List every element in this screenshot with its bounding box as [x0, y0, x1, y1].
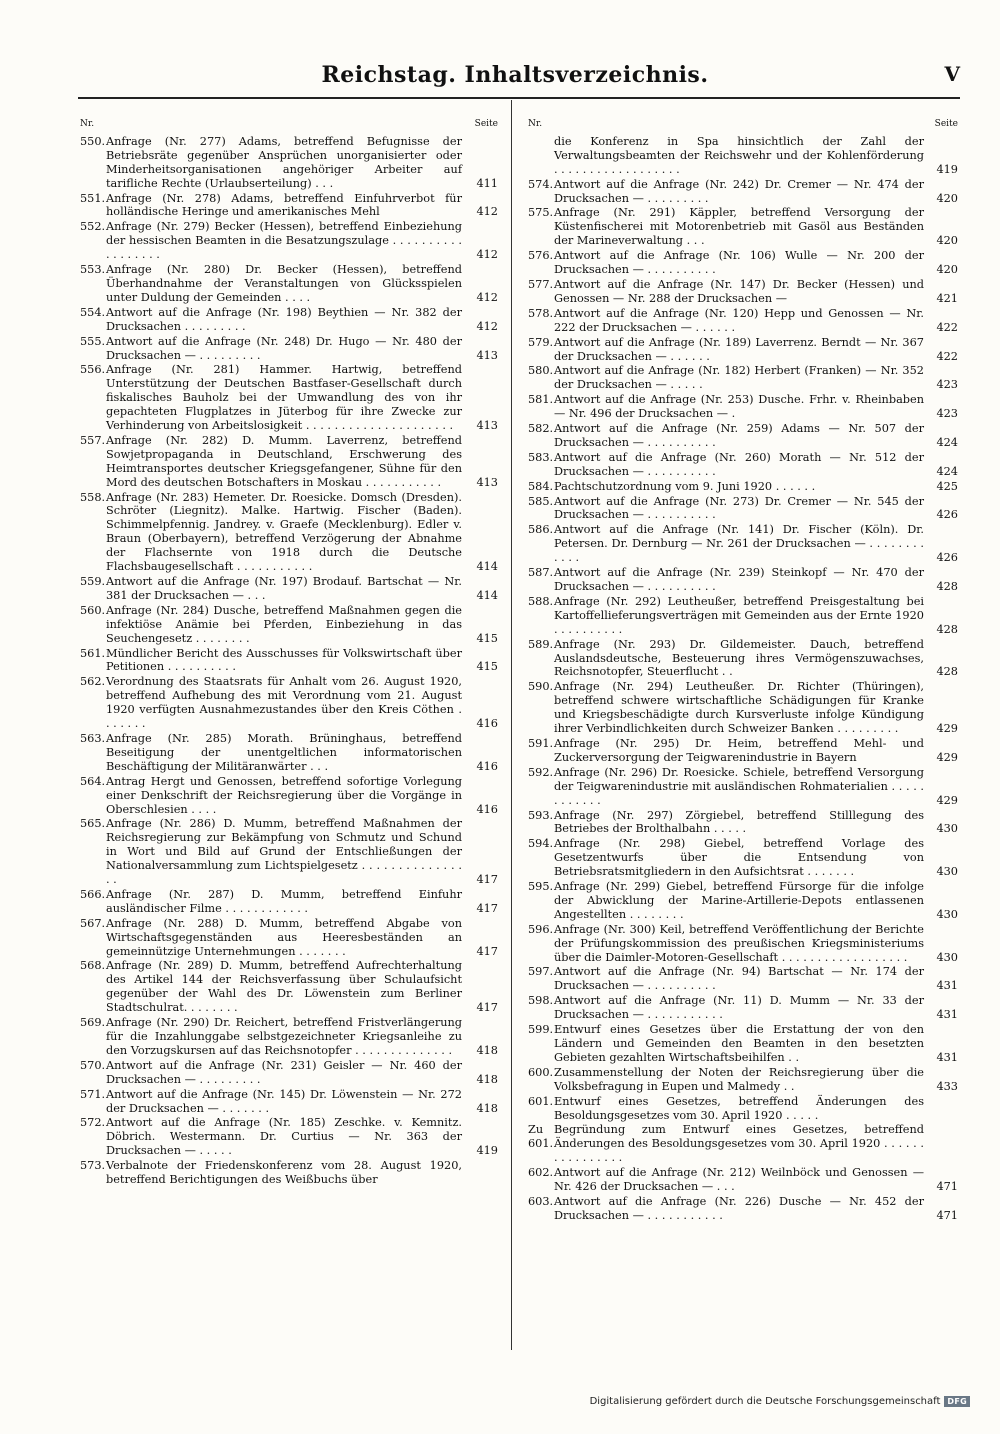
toc-entry — [80, 888, 498, 916]
entry-number: 570. — [80, 1058, 106, 1072]
entry-page: 433 — [936, 1079, 958, 1093]
entry-number: 595. — [528, 880, 554, 894]
toc-entry — [528, 1023, 958, 1065]
entry-number: 590. — [528, 680, 554, 694]
entry-page: 429 — [936, 793, 958, 807]
entry-number: 603. — [528, 1194, 554, 1208]
toc-entry — [80, 1159, 498, 1187]
entry-text: Anfrage (Nr. 282) D. Mumm. Laverrenz, betreffend Sowjetpropaganda in Deutschland, Erschwerung des Heimtransportes deutscher Kriegsgefangener, Sühne für den Mord des deutschen Botschafters in Moskau . . . . . . . . . . . — [106, 433, 462, 489]
header-rule — [78, 97, 960, 99]
entry-number: 573. — [80, 1159, 106, 1173]
entry-number: 565. — [80, 817, 106, 831]
entry-text: Anfrage (Nr. 300) Keil, betreffend Veröffentlichung der Berichte der Prüfungskommission des preußischen Kriegsministeriums über die Daimler-Motoren-Gesellschaft . . . . . . . . . . . . . . . . . . — [554, 922, 924, 964]
entry-page: 423 — [936, 378, 958, 392]
entry-page: 417 — [476, 944, 498, 958]
entry-page: 422 — [936, 320, 958, 334]
entry-page: 430 — [936, 865, 958, 879]
toc-entry — [528, 178, 958, 206]
entry-page: 413 — [476, 419, 498, 433]
entry-number: 566. — [80, 887, 106, 901]
entry-number: 580. — [528, 364, 554, 378]
entry-number: 581. — [528, 393, 554, 407]
entry-number: 564. — [80, 774, 106, 788]
entry-number: 576. — [528, 249, 554, 263]
toc-entry — [80, 732, 498, 774]
entry-page: 413 — [476, 475, 498, 489]
entry-number: 577. — [528, 277, 554, 291]
toc-entry — [528, 307, 958, 335]
toc-entry — [528, 480, 958, 494]
entry-text: Entwurf eines Gesetzes, betreffend Änderungen des Besoldungsgesetzes vom 30. April 1920 . . . . . — [554, 1094, 924, 1122]
entry-number: 551. — [80, 191, 106, 205]
entry-page: 430 — [936, 822, 958, 836]
entry-text: die Konferenz in Spa hinsichtlich der Zahl der Verwaltungsbeamten der Reichswehr und der Kohlenförderung . . . . . . . . . . . . . . . . . . — [554, 134, 924, 176]
toc-entry — [528, 1123, 958, 1165]
entry-number: 593. — [528, 808, 554, 822]
entry-page: 413 — [476, 348, 498, 362]
toc-entry — [80, 491, 498, 574]
entry-page: 411 — [476, 176, 498, 190]
entry-number: 567. — [80, 916, 106, 930]
entry-text: Antwort auf die Anfrage (Nr. 185) Zeschke. v. Kemnitz. Döbrich. Westermann. Dr. Curtius — Nr. 363 der Drucksachen — . . . . . — [106, 1116, 462, 1158]
entry-text: Verbalnote der Friedenskonferenz vom 28. August 1920, betreffend Berichtigungen des Weißbuchs über — [106, 1159, 462, 1187]
entry-text: Anfrage (Nr. 283) Hemeter. Dr. Roesicke. Domsch (Dresden). Schröter (Liegnitz). Malke. Hartwig. Fischer (Baden). Schimmelpfennig. Jandrey. v. Graefe (Mecklenburg). Edler v. Braun (Oberbayern), betreffend Verzögerung der Abnahme der Flachsernte von 1918 durch die Deutsche Flachsbaugesellschaft . . . . . . . . . . . — [106, 490, 462, 574]
entry-page: 417 — [476, 901, 498, 915]
entry-text: Antwort auf die Anfrage (Nr. 239) Steinkopf — Nr. 470 der Drucksachen — . . . . . . . . . . — [554, 566, 924, 593]
entry-number: 558. — [80, 490, 106, 504]
toc-entry — [528, 566, 958, 594]
footer-text: Digitalisierung gefördert durch die Deutsche Forschungsgemeinschaft — [589, 1396, 941, 1407]
entry-number: 550. — [80, 134, 106, 148]
entry-number: 556. — [80, 363, 106, 377]
entry-number: 583. — [528, 450, 554, 464]
toc-entry — [528, 923, 958, 965]
entry-page: 430 — [936, 907, 958, 921]
entry-text: Anfrage (Nr. 281) Hammer. Hartwig, betreffend Unterstützung der Deutschen Bastfaser-Gesellschaft durch fiskalisches Bauholz bei der Umwandlung des von ihr gepachteten Flugplatzes in Jüterbog für ihre Zwecke zur Verhinderung von Arbeitslosigkeit . . . . . . . . . . . . . . . . . . . . . — [106, 363, 462, 433]
toc-entry — [80, 1016, 498, 1058]
entry-number: 585. — [528, 494, 554, 508]
entry-page: 426 — [936, 551, 958, 565]
entry-number: 563. — [80, 731, 106, 745]
toc-entry — [80, 363, 498, 433]
toc-entry — [80, 675, 498, 731]
entry-text: Anfrage (Nr. 289) D. Mumm, betreffend Aufrechterhaltung des Artikel 144 der Reichsverfassung über Schulaufsicht gegenüber der Wahl des Dr. Löwenstein zum Berliner Stadtschulrat. . . . . . . . — [106, 959, 462, 1015]
entry-number: 597. — [528, 965, 554, 979]
entry-text: Antwort auf die Anfrage (Nr. 106) Wulle — Nr. 200 der Drucksachen — . . . . . . . . . . — [554, 249, 924, 277]
toc-entry — [80, 1088, 498, 1116]
entry-text: Anfrage (Nr. 279) Becker (Hessen), betreffend Einbeziehung der hessischen Beamten in die Besatzungszulage . . . . . . . . . . . . . . . . . . — [106, 220, 462, 262]
entry-number: 594. — [528, 837, 554, 851]
right-column — [528, 118, 958, 1224]
right-entry-list — [528, 135, 958, 1223]
toc-entry — [528, 364, 958, 392]
toc-entry — [80, 1116, 498, 1158]
entry-page: 418 — [476, 1072, 498, 1086]
entry-page: 414 — [476, 588, 498, 602]
entry-number: 559. — [80, 575, 106, 588]
entry-page: 417 — [476, 1001, 498, 1015]
entry-page: 471 — [936, 1208, 958, 1222]
toc-entry — [80, 604, 498, 646]
entry-page: 429 — [936, 750, 958, 764]
toc-entry — [528, 1166, 958, 1194]
entry-text: Anfrage (Nr. 277) Adams, betreffend Befugnisse der Betriebsräte gegenüber Ansprüchen unorganisierter oder Minderheitsorganisationen angehöriger Arbeiter auf tarifliche Rechte (Urlaubserteilung) . . . — [106, 134, 462, 190]
toc-entry — [528, 495, 958, 523]
entry-text: Antwort auf die Anfrage (Nr. 212) Weilnböck und Genossen — Nr. 426 der Drucksachen — . . . — [554, 1166, 924, 1194]
toc-entry — [80, 335, 498, 363]
entry-page: 421 — [936, 291, 958, 305]
entry-text: Antwort auf die Anfrage (Nr. 94) Bartschat — Nr. 174 der Drucksachen — . . . . . . . . . . — [554, 965, 924, 993]
entry-text: Anfrage (Nr. 299) Giebel, betreffend Fürsorge für die infolge der Abwicklung der Marine-Artillerie-Depots entlassenen Angestellten . . . . . . . . — [554, 880, 924, 921]
entry-page: 416 — [476, 717, 498, 731]
entry-number: 582. — [528, 422, 554, 436]
entry-number: 599. — [528, 1023, 554, 1037]
entry-text: Anfrage (Nr. 293) Dr. Gildemeister. Dauch, betreffend Auslandsdeutsche, Besteuerung ihres Vermögenszuwachses, Reichsnotopfer, Steuerflucht . . — [554, 637, 924, 679]
entry-text: Anfrage (Nr. 288) D. Mumm, betreffend Abgabe von Wirtschaftsgegenständen aus Heeresbeständen an gemeinnützige Unternehmungen . . . . . . . — [106, 916, 462, 958]
toc-entry — [80, 959, 498, 1015]
entry-text: Anfrage (Nr. 284) Dusche, betreffend Maßnahmen gegen die infektiöse Anämie bei Pferden, Einbeziehung in das Seuchengesetz . . . . . . . . — [106, 603, 462, 645]
entry-page: 420 — [936, 191, 958, 205]
toc-entry — [528, 249, 958, 277]
entry-text: Anfrage (Nr. 278) Adams, betreffend Einfuhrverbot für holländische Heringe und amerikanisches Mehl — [106, 191, 462, 219]
left-entry-list — [80, 135, 498, 1187]
entry-number: 572. — [80, 1116, 106, 1130]
entry-page: 412 — [476, 248, 498, 262]
entry-text: Antwort auf die Anfrage (Nr. 141) Dr. Fischer (Köln). Dr. Petersen. Dr. Dernburg — Nr. 261 der Drucksachen — . . . . . . . . . . . . — [554, 523, 924, 565]
toc-entry — [80, 917, 498, 959]
entry-text: Antwort auf die Anfrage (Nr. 182) Herbert (Franken) — Nr. 352 der Drucksachen — . . . . . — [554, 364, 924, 392]
entry-page: 414 — [476, 560, 498, 574]
entry-page: 416 — [476, 802, 498, 816]
toc-entry — [528, 737, 958, 765]
entry-page: 418 — [476, 1101, 498, 1115]
entry-text: Mündlicher Bericht des Ausschusses für Volkswirtschaft über Petitionen . . . . . . . . . . — [106, 646, 462, 674]
entry-text: Anfrage (Nr. 287) D. Mumm, betreffend Einfuhr ausländischer Filme . . . . . . . . . . . . — [106, 887, 462, 915]
entry-number: 571. — [80, 1087, 106, 1101]
entry-text: Antwort auf die Anfrage (Nr. 145) Dr. Löwenstein — Nr. 272 der Drucksachen — . . . . . . . — [106, 1087, 462, 1115]
entry-page: 424 — [936, 464, 958, 478]
entry-number: 588. — [528, 594, 554, 608]
entry-text: Anfrage (Nr. 296) Dr. Roesicke. Schiele, betreffend Versorgung der Teigwarenindustrie mit ausländischen Rohmaterialien . . . . . . . . . . . . — [554, 765, 924, 807]
entry-text: Antwort auf die Anfrage (Nr. 189) Laverrenz. Berndt — Nr. 367 der Drucksachen — . . . . . . — [554, 335, 924, 363]
toc-entry — [528, 965, 958, 993]
entry-number: Zu 601. — [528, 1123, 554, 1151]
entry-number: 602. — [528, 1166, 554, 1180]
entry-number: 592. — [528, 765, 554, 779]
entry-number: 596. — [528, 922, 554, 936]
entry-number: 561. — [80, 646, 106, 660]
entry-page: 420 — [936, 263, 958, 277]
entry-page: 424 — [936, 435, 958, 449]
entry-page: 422 — [936, 349, 958, 363]
toc-entry — [80, 192, 498, 220]
toc-entry — [528, 638, 958, 680]
seite-column-label: Seite — [934, 119, 958, 129]
entry-number: 554. — [80, 305, 106, 319]
entry-number: 575. — [528, 206, 554, 220]
entry-text: Anfrage (Nr. 290) Dr. Reichert, betreffend Fristverlängerung für die Inzahlunggabe selbstgezeichneter Kriegsanleihe zu den Vorzugskursen auf das Reichsnotopfer . . . . . . . . . . . . . . — [106, 1016, 462, 1057]
entry-number: 601. — [528, 1094, 554, 1108]
dfg-logo-icon: DFG — [944, 1396, 970, 1407]
toc-entry — [528, 278, 958, 306]
entry-page: 420 — [936, 234, 958, 248]
entry-page: 431 — [936, 1008, 958, 1022]
toc-entry — [528, 523, 958, 565]
entry-number: 587. — [528, 566, 554, 580]
entry-number: 569. — [80, 1016, 106, 1030]
entry-number: 553. — [80, 263, 106, 277]
entry-text: Anfrage (Nr. 291) Käppler, betreffend Versorgung der Küstenfischerei mit Motorenbetrieb mit Gasöl aus Beständen der Marineverwaltung . . . — [554, 206, 924, 248]
entry-number: 555. — [80, 334, 106, 348]
entry-page: 431 — [936, 979, 958, 993]
entry-number: 579. — [528, 335, 554, 349]
toc-entry — [80, 263, 498, 305]
toc-entry — [528, 393, 958, 421]
toc-entry — [528, 1195, 958, 1223]
entry-page: 412 — [476, 319, 498, 333]
entry-text: Anfrage (Nr. 292) Leutheußer, betreffend Preisgestaltung bei Kartoffellieferungsverträgen mit Gemeinden aus der Ernte 1920 . . . . . . . . . . — [554, 594, 924, 636]
entry-text: Antwort auf die Anfrage (Nr. 231) Geisler — Nr. 460 der Drucksachen — . . . . . . . . . — [106, 1058, 462, 1086]
entry-text: Antwort auf die Anfrage (Nr. 253) Dusche. Frhr. v. Rheinbaben — Nr. 496 der Drucksachen — . — [554, 393, 924, 421]
entry-number: 560. — [80, 603, 106, 617]
entry-number: 589. — [528, 637, 554, 651]
entry-text: Anfrage (Nr. 297) Zörgiebel, betreffend Stilllegung des Betriebes der Brolthalbahn . . . . . — [554, 808, 924, 836]
toc-entry — [80, 775, 498, 817]
toc-entry — [80, 647, 498, 675]
entry-number: 562. — [80, 675, 106, 689]
entry-text: Antwort auf die Anfrage (Nr. 259) Adams — Nr. 507 der Drucksachen — . . . . . . . . . . — [554, 422, 924, 449]
entry-page: 428 — [936, 622, 958, 636]
entry-page: 425 — [936, 479, 958, 493]
toc-entry — [528, 206, 958, 248]
left-column — [80, 118, 498, 1188]
toc-entry — [528, 809, 958, 837]
toc-entry — [528, 422, 958, 450]
entry-text: Entwurf eines Gesetzes über die Erstattung der von den Ländern und Gemeinden den Beamten in den besetzten Gebieten gezahlten Wirtschaftsbeihilfen . . — [554, 1023, 924, 1064]
entry-number: 600. — [528, 1065, 554, 1079]
entry-page: 416 — [476, 759, 498, 773]
entry-text: Antwort auf die Anfrage (Nr. 147) Dr. Becker (Hessen) und Genossen — Nr. 288 der Drucksachen — — [554, 277, 924, 305]
entry-page: 419 — [936, 162, 958, 176]
toc-entry — [80, 817, 498, 887]
entry-page: 423 — [936, 407, 958, 421]
entry-number: 586. — [528, 523, 554, 537]
entry-page: 415 — [476, 660, 498, 674]
entry-text: Anfrage (Nr. 294) Leutheußer. Dr. Richter (Thüringen), betreffend schwere wirtschaftliche Schädigungen für Kranke und Kriegsbeschädigte durch Kursverluste infolge Kündigung ihrer Verbindlichkeiten durch Schweizer Banken . . . . . . . . . — [554, 680, 924, 736]
toc-entry — [528, 837, 958, 879]
toc-entry — [528, 880, 958, 922]
entry-text: Pachtschutzordnung vom 9. Juni 1920 . . . . . . — [554, 479, 816, 493]
left-column-header — [80, 118, 498, 132]
entry-text: Anfrage (Nr. 285) Morath. Brüninghaus, betreffend Beseitigung der unentgeltlichen informatorischen Beschäftigung der Militäranwärter . . . — [106, 731, 462, 773]
toc-entry — [528, 994, 958, 1022]
entry-page: 412 — [476, 205, 498, 219]
toc-entry — [80, 1059, 498, 1087]
entry-page: 431 — [936, 1050, 958, 1064]
entry-text: Anfrage (Nr. 295) Dr. Heim, betreffend Mehl- und Zuckerversorgung der Teigwarenindustrie in Bayern — [554, 736, 924, 764]
entry-text: Anfrage (Nr. 298) Giebel, betreffend Vorlage des Gesetzentwurfs über die Entsendung von Betriebsratsmitgliedern in den Aufsichtsrat . . . . . . . — [554, 837, 924, 879]
toc-entry — [80, 434, 498, 490]
entry-text: Antrag Hergt und Genossen, betreffend sofortige Vorlegung einer Denkschrift der Reichsregierung über die Vorgänge in Oberschlesien . . . . — [106, 774, 462, 816]
seite-column-label: Seite — [474, 119, 498, 129]
entry-number: 591. — [528, 736, 554, 750]
entry-text: Verordnung des Staatsrats für Anhalt vom 26. August 1920, betreffend Aufhebung des mit Verordnung vom 21. August 1920 verfügten Ausnahmezustandes über den Kreis Cöthen . . . . . . . — [106, 675, 462, 731]
entry-page: 471 — [936, 1180, 958, 1194]
entry-number: 552. — [80, 220, 106, 234]
entry-text: Anfrage (Nr. 280) Dr. Becker (Hessen), betreffend Überhandnahme der Veranstaltungen von Glücksspielen unter Duldung der Gemeinden . . . . — [106, 263, 462, 304]
toc-entry — [528, 1066, 958, 1094]
page-number: V — [944, 62, 960, 86]
toc-entry — [80, 306, 498, 334]
entry-page: 428 — [936, 665, 958, 679]
entry-page: 429 — [936, 722, 958, 736]
entry-text: Antwort auf die Anfrage (Nr. 120) Hepp und Genossen — Nr. 222 der Drucksachen — . . . . . . — [554, 306, 924, 334]
toc-entry — [80, 575, 498, 603]
entry-page: 412 — [476, 290, 498, 304]
entry-page: 428 — [936, 580, 958, 593]
entry-page: 418 — [476, 1043, 498, 1057]
entry-page: 430 — [936, 950, 958, 964]
nr-column-label: Nr. — [528, 119, 543, 129]
entry-number: 574. — [528, 177, 554, 191]
entry-number: 578. — [528, 306, 554, 320]
entry-number: 557. — [80, 433, 106, 447]
entry-text: Antwort auf die Anfrage (Nr. 260) Morath — Nr. 512 der Drucksachen — . . . . . . . . . . — [554, 450, 924, 478]
toc-entry — [528, 680, 958, 736]
entry-text: Anfrage (Nr. 286) D. Mumm, betreffend Maßnahmen der Reichsregierung zur Bekämpfung von Schmutz und Schund in Wort und Bild auf Grund der Entschließungen der Nationalversammlung zum Lichtspielgesetz . . . . . . . . . . . . . . . . — [106, 817, 462, 887]
entry-text: Antwort auf die Anfrage (Nr. 242) Dr. Cremer — Nr. 474 der Drucksachen — . . . . . . . . . — [554, 177, 924, 205]
entry-text: Antwort auf die Anfrage (Nr. 248) Dr. Hugo — Nr. 480 der Drucksachen — . . . . . . . . . — [106, 334, 462, 362]
entry-text: Begründung zum Entwurf eines Gesetzes, betreffend Änderungen des Besoldungsgesetzes vom 30. April 1920 . . . . . . . . . . . . . . . . — [554, 1123, 924, 1165]
entry-number: 584. — [528, 479, 554, 493]
entry-text: Antwort auf die Anfrage (Nr. 226) Dusche — Nr. 452 der Drucksachen — . . . . . . . . . . . — [554, 1194, 924, 1222]
entry-page: 415 — [476, 631, 498, 645]
entry-text: Antwort auf die Anfrage (Nr. 198) Beythien — Nr. 382 der Drucksachen . . . . . . . . . — [106, 305, 462, 333]
entry-text: Antwort auf die Anfrage (Nr. 11) D. Mumm — Nr. 33 der Drucksachen — . . . . . . . . . . . — [554, 994, 924, 1022]
page-header — [70, 62, 960, 94]
page-title: Reichstag. Inhaltsverzeichnis. — [321, 62, 709, 88]
entry-text: Zusammenstellung der Noten der Reichsregierung über die Volksbefragung in Eupen und Malmedy . . — [554, 1065, 924, 1093]
entry-number: 568. — [80, 959, 106, 973]
entry-page: 417 — [476, 873, 498, 887]
entry-page: 426 — [936, 508, 958, 522]
toc-entry — [528, 451, 958, 479]
entry-number: 598. — [528, 994, 554, 1008]
toc-entry — [528, 766, 958, 808]
toc-entry — [528, 135, 958, 177]
toc-entry — [80, 135, 498, 191]
entry-text: Antwort auf die Anfrage (Nr. 197) Brodauf. Bartschat — Nr. 381 der Drucksachen — . . . — [106, 575, 462, 602]
right-column-header — [528, 118, 958, 132]
toc-entry — [528, 595, 958, 637]
toc-entry — [80, 220, 498, 262]
entry-text: Antwort auf die Anfrage (Nr. 273) Dr. Cremer — Nr. 545 der Drucksachen — . . . . . . . . . . — [554, 494, 924, 522]
nr-column-label: Nr. — [80, 119, 95, 129]
toc-entry — [528, 1095, 958, 1123]
toc-entry — [528, 336, 958, 364]
column-divider — [511, 100, 512, 1350]
footer — [590, 1396, 970, 1407]
entry-page: 419 — [476, 1144, 498, 1158]
